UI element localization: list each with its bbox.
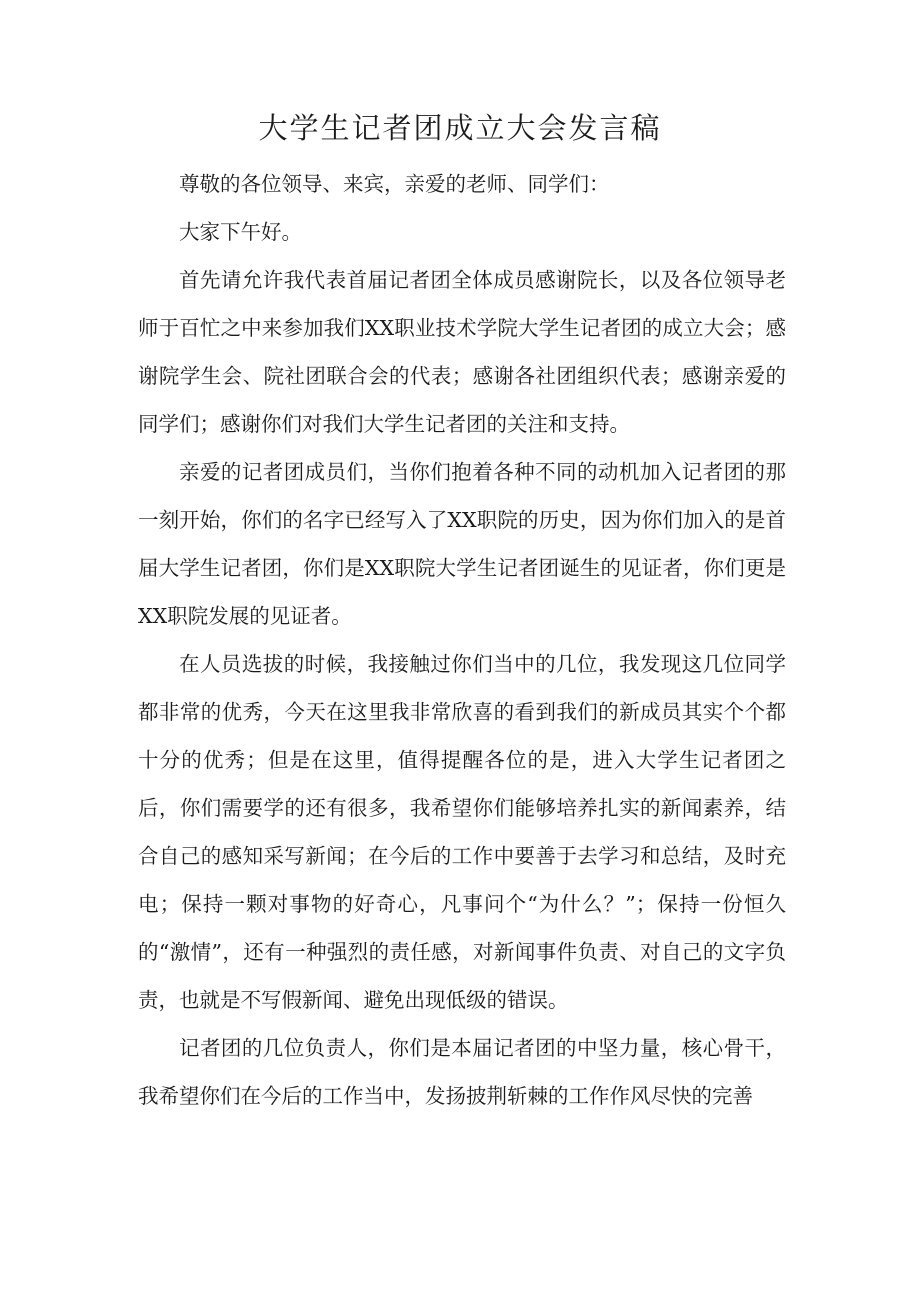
paragraph-leaders: 记者团的几位负责人，你们是本届记者团的中坚力量，核心骨干，我希望你们在今后的工作当中，发扬披荆斩棘的工作作风尽快的完善 bbox=[138, 1036, 786, 1108]
paragraph-members: 亲爱的记者团成员们，当你们抱着各种不同的动机加入记者团的那一刻开始，你们的名字已经写入了XX职院的历史，因为你们加入的是首届大学生记者团，你们是XX职院大学生记者团诞生的见证者，你们更是XX职院发展的见证者。 bbox=[138, 460, 786, 628]
greeting: 大家下午好。 bbox=[179, 220, 302, 244]
paragraph-selection: 在人员选拔的时候，我接触过你们当中的几位，我发现这几位同学都非常的优秀，今天在这里我非常欣喜的看到我们的新成员其实个个都十分的优秀；但是在这里，值得提醒各位的是，进入大学生记者团之后，你们需要学的还有很多，我希望你们能够培养扎实的新闻素养，结合自己的感知采写新闻；在今后的工作中要善于去学习和总结，及时充电；保持一颗对事物的好奇心，凡事问个“为什么？”；保持一份恒久的“激情”，还有一种强烈的责任感，对新闻事件负责、对自己的文字负责，也就是不写假新闻、避免出现低级的错误。 bbox=[138, 652, 786, 1012]
document-title: 大学生记者团成立大会发言稿 bbox=[258, 111, 662, 145]
document-body bbox=[138, 160, 786, 1120]
salutation: 尊敬的各位领导、来宾，亲爱的老师、同学们： bbox=[179, 172, 610, 196]
paragraph-thanks: 首先请允许我代表首届记者团全体成员感谢院长，以及各位领导老师于百忙之中来参加我们XX职业技术学院大学生记者团的成立大会；感谢院学生会、院社团联合会的代表；感谢各社团组织代表；感谢亲爱的同学们；感谢你们对我们大学生记者团的关注和支持。 bbox=[138, 268, 786, 436]
